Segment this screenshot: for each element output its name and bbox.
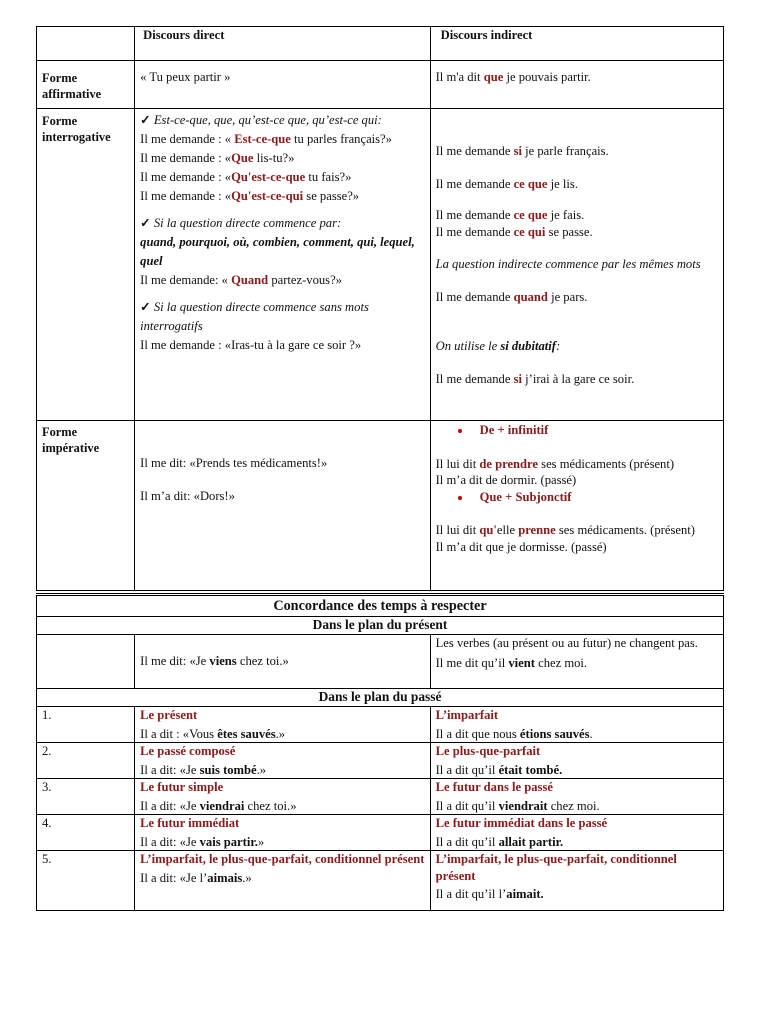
past-indirect: Le futur immédiat dans le passé Il a dit qu’il allait partir. [430,815,723,851]
present-indirect: Les verbes (au présent ou au futur) ne changent pas. Il me dit qu’il vient chez moi. [430,635,723,689]
past-plan-heading: Dans le plan du passé [37,689,724,707]
present-plan-heading: Dans le plan du présent [37,617,724,635]
check-icon: ✓ [140,216,151,230]
imperative-direct-1: Il me dit: «Prends tes médicaments!» [140,456,328,470]
past-indirect: L’imparfait, le plus-que-parfait, conditionnel présent Il a dit qu’il l’aimait. [430,851,723,911]
header-direct: Discours direct [135,27,430,61]
row-number: 3. [37,779,135,815]
check-icon: ✓ [140,113,151,127]
indirect-note-1: La question indirecte commence par les mêmes mots [435,257,701,271]
indirect-line-1: Il me demande si je parle français. [435,144,609,158]
present-empty-cell [37,635,135,689]
label-imperative: Forme impérative [37,421,135,591]
question-words: quand, pourquoi, où, combien, comment, qui, lequel, quel [140,235,415,268]
forms-table [36,26,724,591]
past-indirect: Le futur dans le passé Il a dit qu’il viendrait chez moi. [430,779,723,815]
past-direct: Le passé composé Il a dit: «Je suis tombé.» [135,743,430,779]
concordance-title-row [37,595,724,617]
bullet-icon [458,429,462,433]
direct-line-1: Il me demande : « Est-ce-que tu parles français?» [140,132,392,146]
past-direct: L’imparfait, le plus-que-parfait, conditionnel présent Il a dit: «Je l’aimais.» [135,851,430,911]
row-number: 1. [37,707,135,743]
imperative-direct-2: Il m’a dit: «Dors!» [140,488,235,503]
past-plan-row [37,689,724,707]
past-row [37,743,724,779]
imperative-indirect-4: Il m’a dit que je dormisse. (passé) [435,539,607,554]
past-direct: Le futur simple Il a dit: «Je viendrai chez toi.» [135,779,430,815]
direct-line-5: Il me demande: « Quand partez-vous?» [140,273,342,287]
row-number: 4. [37,815,135,851]
interrogative-direct: ✓ Est-ce-que, que, qu’est-ce que, qu’est-ce qui: Il me demande : « Est-ce-que tu parles français?» Il me demande : «Que lis-tu?» Il me demande : «Qu'est-ce-que tu fais?» Il me demande : «Qu'est-ce-qui se passe?» ✓ Si la question directe commence par: quand, pourquoi, où, combien, comment, qui, lequel, quel Il me demande: « Quand partez-vous?» ✓ Si la question directe commence sans mots interrogatifs Il me demande : «Iras-tu à la gare ce soir ?» [135,109,430,421]
indirect-line-4: Il me demande ce qui se passe. [435,224,593,239]
imperative-indirect-3: Il lui dit qu'elle prenne ses médicaments. (présent) [435,523,695,537]
check-icon: ✓ [140,300,151,314]
imperative-indirect-1: Il lui dit de prendre ses médicaments (présent) [435,456,675,471]
forms-table-header [37,27,724,61]
indirect-line-3: Il me demande ce que je fais. [435,208,585,222]
row-number: 5. [37,851,135,911]
past-direct: Le futur immédiat Il a dit: «Je vais partir.» [135,815,430,851]
label-affirmative: Forme affirmative [37,61,135,109]
concordance-title: Concordance des temps à respecter [37,595,724,617]
concordance-table [36,593,724,911]
past-indirect: L’imparfait Il a dit que nous étions sauvés. [430,707,723,743]
direct-line-2: Il me demande : «Que lis-tu?» [140,151,295,165]
imperative-indirect: De + infinitif Il lui dit de prendre ses médicaments (présent) Il m’a dit de dormir. (passé) Que + Subjonctif Il lui dit qu'elle prenne ses médicaments. (présent) Il m’a dit que je dormisse. (passé) [430,421,723,591]
direct-line-6: Il me demande : «Iras-tu à la gare ce soir ?» [140,338,362,352]
label-interrogative: Forme interrogative [37,109,135,421]
imperative-direct [135,421,430,591]
imperative-indirect-2: Il m’a dit de dormir. (passé) [435,473,577,487]
indirect-note-2: On utilise le si dubitatif: [435,339,561,353]
past-rows [37,707,724,911]
header-empty-cell [37,27,135,61]
direct-line-3: Il me demande : «Qu'est-ce-que tu fais?» [140,170,352,184]
indirect-line-6: Il me demande si j’irai à la gare ce soir. [435,371,635,386]
past-row [37,851,724,911]
row-interrogative [37,109,724,421]
row-imperative [37,421,724,591]
past-row [37,779,724,815]
present-direct: Il me dit: «Je viens chez toi.» [135,635,430,689]
present-plan-row [37,617,724,635]
interrogative-indirect [430,109,723,421]
row-affirmative [37,61,724,109]
header-indirect: Discours indirect [430,27,723,61]
past-row [37,815,724,851]
past-row [37,707,724,743]
affirmative-indirect: Il m'a dit que je pouvais partir. [430,61,723,109]
present-example-row [37,635,724,689]
indirect-line-2: Il me demande ce que je lis. [435,176,578,191]
row-number: 2. [37,743,135,779]
past-indirect: Le plus-que-parfait Il a dit qu’il était tombé. [430,743,723,779]
bullet-icon [458,496,462,500]
direct-line-4: Il me demande : «Qu'est-ce-qui se passe?» [140,189,360,203]
indirect-line-5: Il me demande quand je pars. [435,289,588,304]
affirmative-direct: « Tu peux partir » [135,61,430,109]
past-direct: Le présent Il a dit : «Vous êtes sauvés.» [135,707,430,743]
